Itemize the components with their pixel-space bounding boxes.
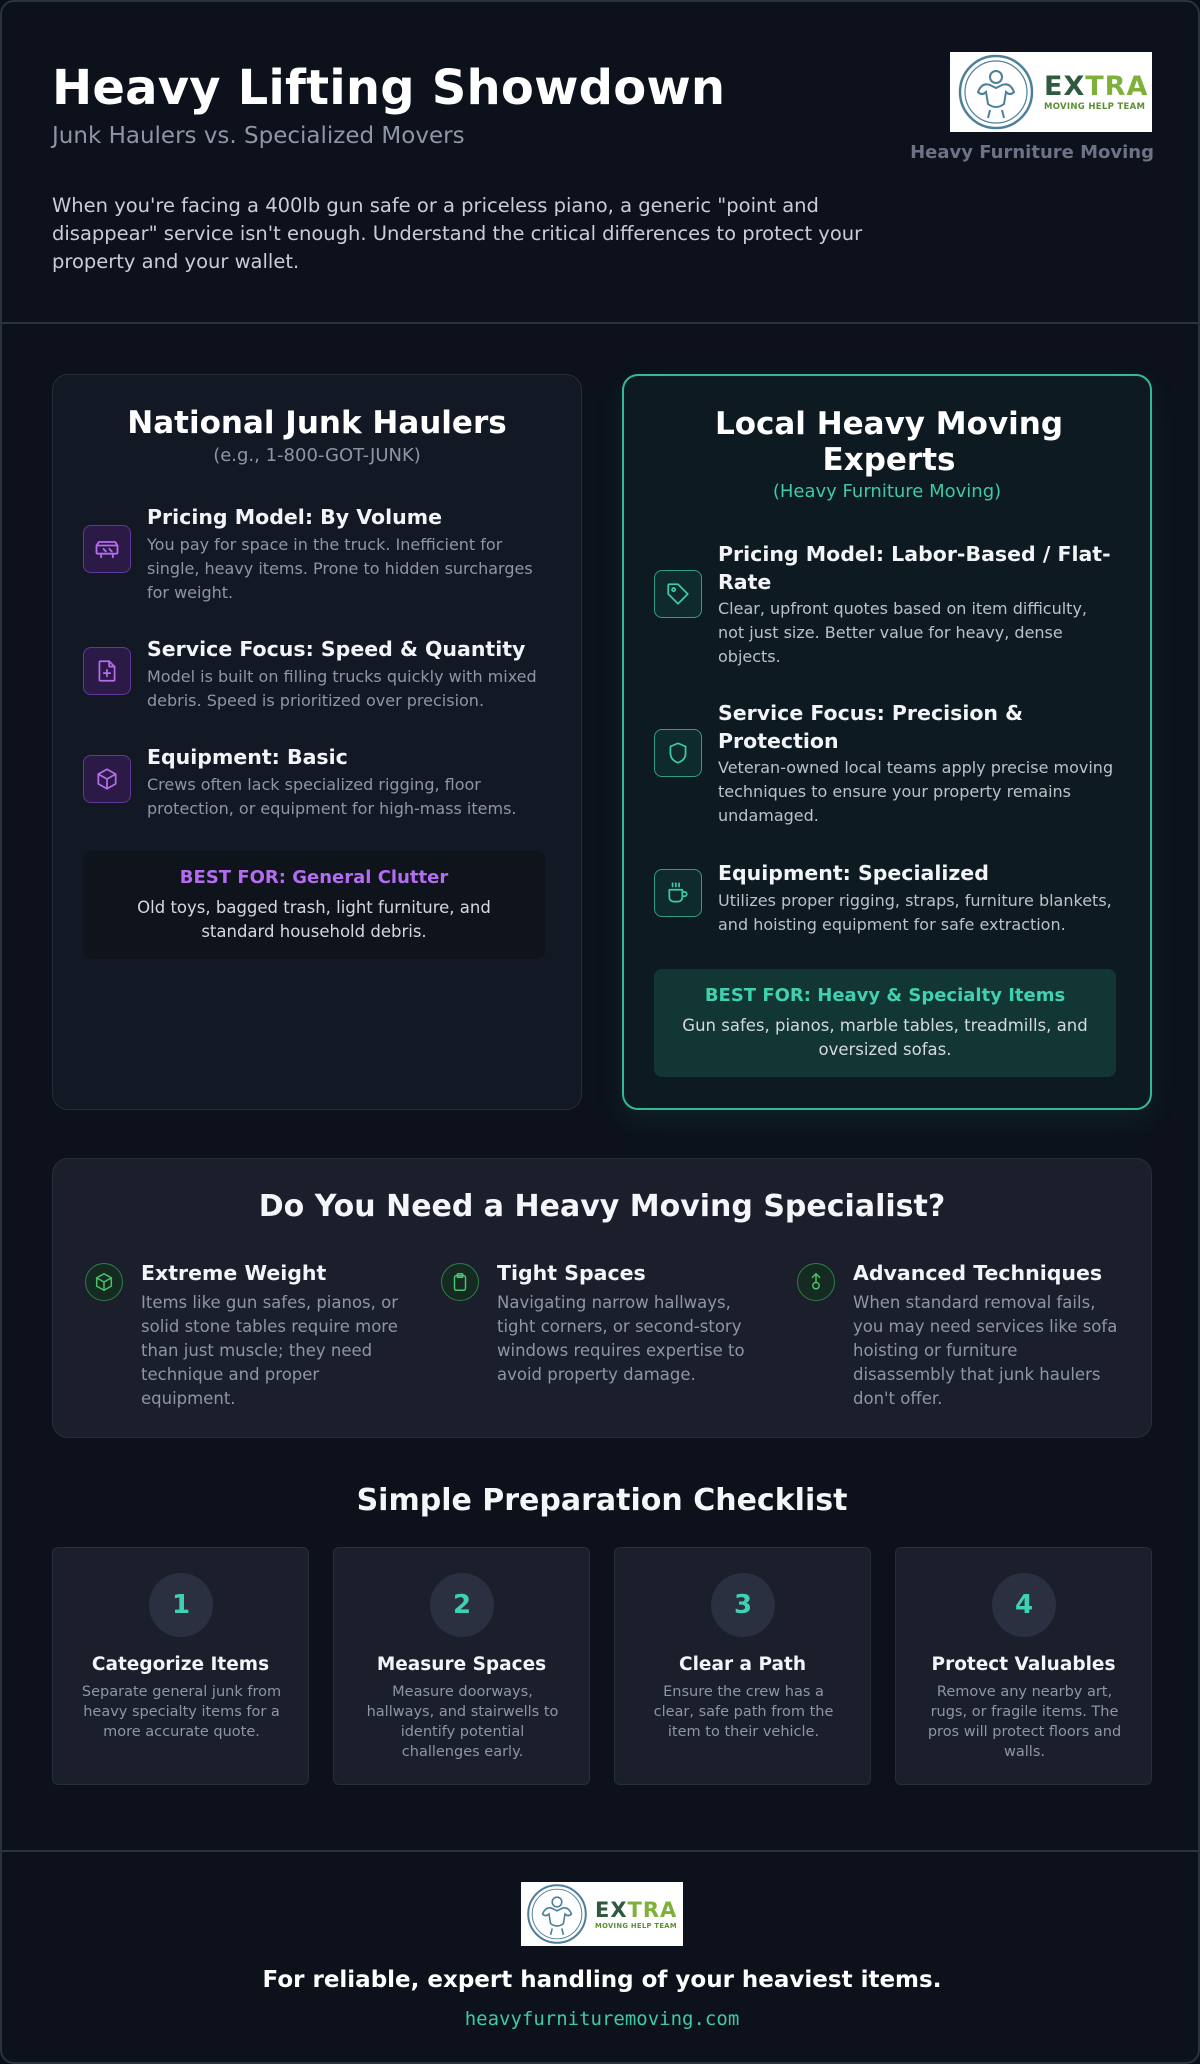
feature-desc: Clear, upfront quotes based on item difficulty, not just size. Better value for heavy, dense objects.	[718, 599, 1087, 666]
checklist-step	[895, 1547, 1152, 1785]
feature-service	[83, 635, 553, 715]
feature-service	[654, 699, 1124, 829]
step-desc: Separate general junk from heavy specialty items for a more accurate quote.	[81, 1684, 282, 1740]
hoist-icon	[797, 1263, 835, 1301]
box-icon	[83, 755, 131, 803]
best-for-title: BEST FOR: General Clutter	[179, 867, 449, 888]
best-for-box	[654, 969, 1116, 1077]
clipboard-icon	[441, 1263, 479, 1301]
step-desc: Measure doorways, hallways, and stairwells to identify potential challenges early.	[366, 1684, 559, 1760]
best-for-box	[83, 851, 545, 959]
feature-equipment	[654, 859, 1124, 939]
footer-tagline: For reliable, expert handling of your heaviest items.	[262, 1967, 942, 1993]
section-title: Do You Need a Heavy Moving Specialist?	[258, 1189, 946, 1224]
feature-desc: Utilizes proper rigging, straps, furniture blankets, and hoisting equipment for safe extraction.	[718, 891, 1112, 934]
step-name: Protect Valuables	[931, 1654, 1116, 1675]
truck-icon	[83, 525, 131, 573]
footer	[2, 1850, 1200, 2064]
card-subtitle: (e.g., 1-800-GOT-JUNK)	[213, 445, 421, 466]
step-name: Clear a Path	[679, 1654, 806, 1675]
tag-icon	[654, 570, 702, 618]
feature-title: Equipment: Specialized	[718, 861, 989, 885]
checklist-step	[614, 1547, 871, 1785]
step-desc: Ensure the crew has a clear, safe path from the item to their vehicle.	[653, 1684, 834, 1740]
card-title: National Junk Haulers	[127, 405, 507, 441]
checklist-step	[333, 1547, 590, 1785]
brand-logo[interactable]	[950, 52, 1152, 132]
shield-icon	[654, 729, 702, 777]
best-for-title: BEST FOR: Heavy & Specialty Items	[704, 985, 1066, 1006]
page-title: Heavy Lifting Showdown	[52, 60, 726, 116]
feature-pricing	[654, 540, 1124, 670]
step-name: Categorize Items	[91, 1654, 270, 1675]
heavy-moving-experts-card	[622, 374, 1152, 1110]
step-name: Measure Spaces	[376, 1654, 547, 1675]
page-subtitle: Junk Haulers vs. Specialized Movers	[52, 123, 465, 149]
specialist-item-desc: When standard removal fails, you may need services like sofa hoisting or furniture disassembly that junk haulers don't offer.	[853, 1293, 1118, 1408]
logo-wordmark: EXTRA MOVING HELP TEAM	[1044, 71, 1149, 112]
header	[2, 2, 1200, 324]
specialist-item-desc: Items like gun safes, pianos, or solid stone tables require more than just muscle; they need technique and proper equipment.	[141, 1293, 399, 1408]
checklist-step	[52, 1547, 309, 1785]
specialist-section	[52, 1158, 1152, 1438]
feature-pricing	[83, 503, 553, 603]
logo-wordmark: EXTRA MOVING HELP TEAM	[595, 1898, 678, 1930]
feature-title: Equipment: Basic	[147, 745, 348, 769]
feature-title: Pricing Model: Labor-Based / Flat-Rate	[718, 542, 1111, 594]
specialist-item-desc: Navigating narrow hallways, tight corners, or second-story windows requires expertise to avoid property damage.	[497, 1293, 745, 1384]
specialist-item-name: Extreme Weight	[141, 1261, 327, 1285]
feature-title: Service Focus: Precision & Protection	[718, 701, 1024, 753]
junk-haulers-card	[52, 374, 582, 1110]
best-for-desc: Gun safes, pianos, marble tables, treadmills, and oversized sofas.	[682, 1016, 1088, 1059]
step-desc: Remove any nearby art, rugs, or fragile items. The pros will protect floors and walls.	[927, 1684, 1122, 1760]
step-number: 4	[992, 1573, 1056, 1637]
brand-logo[interactable]	[521, 1882, 683, 1946]
footer-url-link[interactable]: heavyfurnituremoving.com	[464, 2008, 740, 2030]
step-number: 1	[149, 1573, 213, 1637]
document-icon	[83, 647, 131, 695]
feature-desc: You pay for space in the truck. Inefficient for single, heavy items. Prone to hidden surcharges for weight.	[147, 535, 533, 602]
card-subtitle: (Heavy Furniture Moving)	[772, 481, 1002, 502]
strongman-emblem-icon	[956, 52, 1036, 132]
card-title: Local Heavy Moving Experts	[714, 406, 1064, 478]
feature-equipment	[83, 743, 553, 823]
feature-title: Service Focus: Speed & Quantity	[147, 637, 526, 661]
specialist-item-name: Advanced Techniques	[853, 1261, 1103, 1285]
feature-desc: Crews often lack specialized rigging, floor protection, or equipment for high-mass items.	[147, 775, 517, 818]
specialist-item-name: Tight Spaces	[497, 1261, 646, 1285]
intro-text: When you're facing a 400lb gun safe or a priceless piano, a generic "point and disappear" service isn't enough. Understand the critical differences to protect your property and your wallet.	[52, 194, 863, 273]
logo-caption: Heavy Furniture Moving	[910, 142, 1154, 163]
feature-title: Pricing Model: By Volume	[147, 505, 443, 529]
best-for-desc: Old toys, bagged trash, light furniture, and standard household debris.	[137, 898, 491, 941]
checklist-title: Simple Preparation Checklist	[356, 1483, 848, 1518]
strongman-emblem-icon	[525, 1882, 589, 1946]
feature-desc: Veteran-owned local teams apply precise moving techniques to ensure your property remains undamaged.	[718, 758, 1114, 825]
mug-icon	[654, 869, 702, 917]
step-number: 2	[430, 1573, 494, 1637]
step-number: 3	[711, 1573, 775, 1637]
cube-icon	[85, 1263, 123, 1301]
feature-desc: Model is built on filling trucks quickly with mixed debris. Speed is prioritized over precision.	[147, 667, 537, 710]
